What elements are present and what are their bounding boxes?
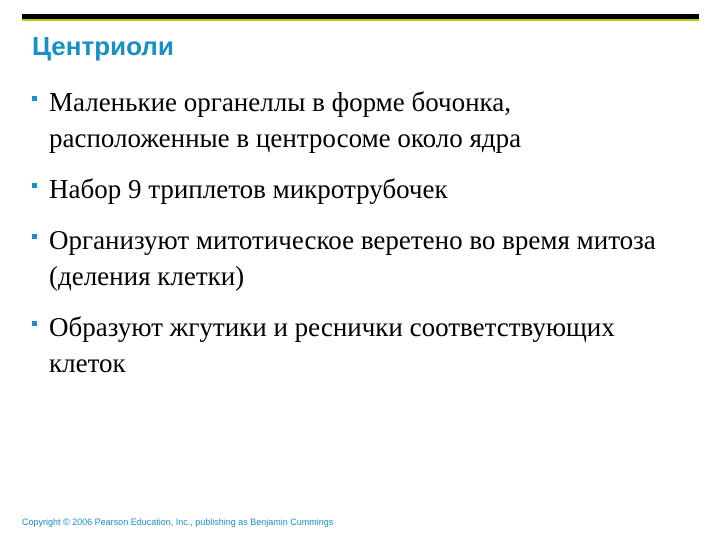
copyright-footer: Copyright © 2006 Pearson Education, Inc., publishing as Benjamin Cummings (22, 517, 334, 527)
square-bullet-icon (32, 321, 37, 326)
bullet-text: Образуют жгутики и реснички соответствующих клеток (49, 312, 615, 378)
square-bullet-icon (32, 234, 37, 239)
bullet-item (32, 171, 692, 207)
bullet-text: Маленькие органеллы в форме бочонка, расположенные в центросоме около ядра (49, 87, 522, 153)
square-bullet-icon (32, 96, 37, 101)
bullet-text: Организуют митотическое веретено во время митоза (деления клетки) (49, 225, 656, 291)
square-bullet-icon (32, 183, 37, 188)
bullet-list (32, 84, 692, 396)
bullet-text: Набор 9 триплетов микротрубочек (49, 174, 448, 204)
slide-title: Центриоли (32, 31, 174, 61)
bullet-item (32, 222, 692, 294)
title-separator-rule (22, 14, 699, 19)
bullet-item (32, 84, 692, 156)
bullet-item (32, 309, 692, 381)
